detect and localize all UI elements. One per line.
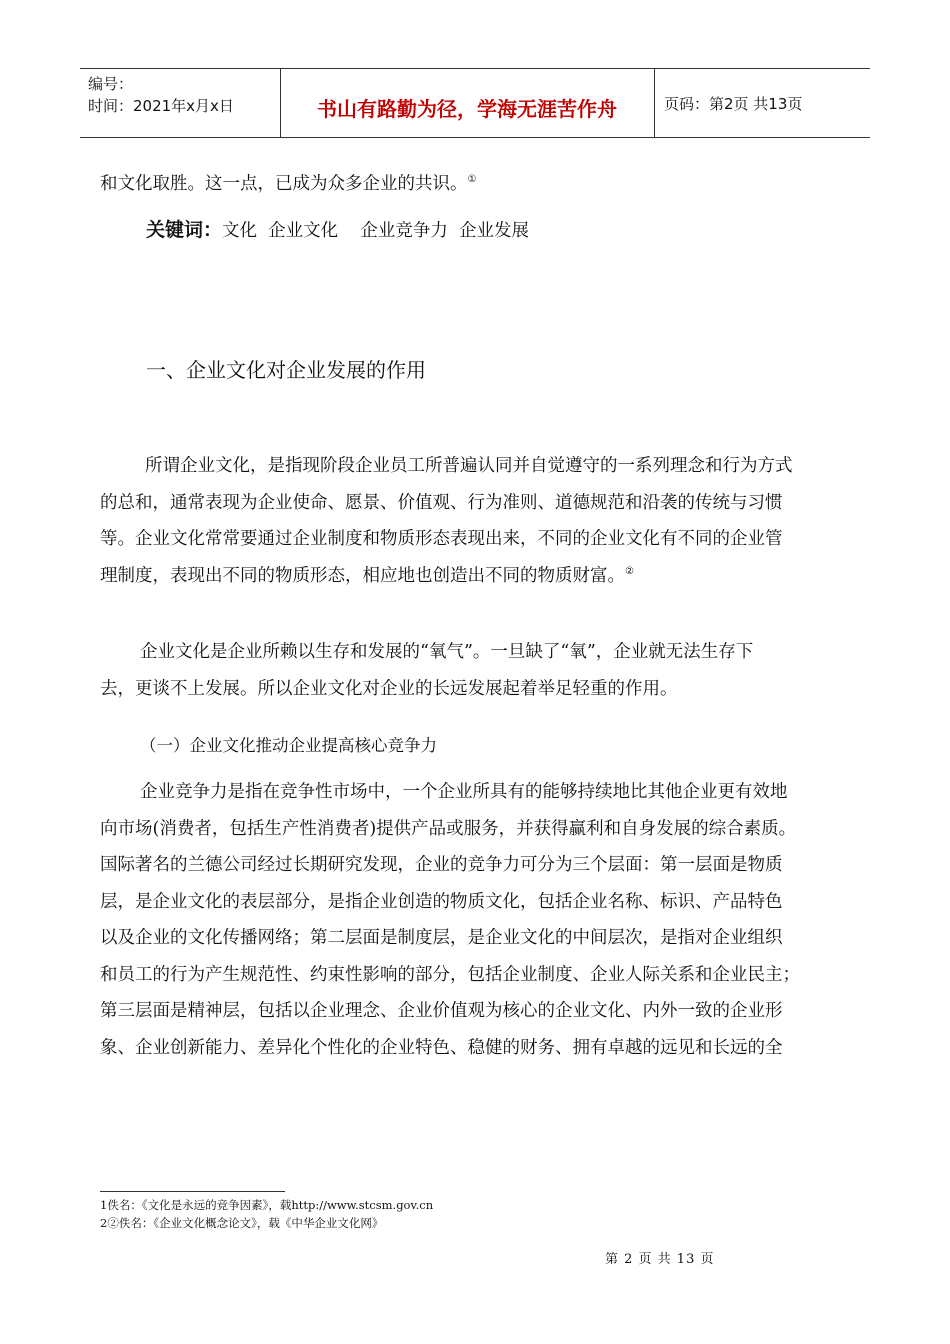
p1-line-text: 理制度，表现出不同的物质形态，相应地也创造出不同的物质财富。: [100, 565, 625, 586]
p1-line: 所谓企业文化，是指现阶段企业员工所普遍认同并自觉遵守的一系列理念和行为方式: [145, 456, 793, 476]
keywords-line: [146, 212, 529, 249]
paragraph-1: [100, 448, 860, 594]
footnote-ref-2[interactable]: ②: [625, 565, 634, 577]
footnote-2: 2②佚名：《企业文化概念论文》，载《中华企业文化网》: [100, 1216, 384, 1230]
p1-line: 的总和，通常表现为企业使命、愿景、价值观、行为准则、道德规范和沿袭的传统与习惯: [100, 492, 783, 513]
p1-line: 等。企业文化常常要通过企业制度和物质形态表现出来，不同的企业文化有不同的企业管: [100, 529, 783, 549]
p3-line: 国际著名的兰德公司经过长期研究发现，企业的竞争力可分为三个层面：第一层面是物质: [100, 855, 783, 875]
p3-line: 以及企业的文化传播网络；第二层面是制度层，是企业文化的中间层次，是指对企业组织: [100, 928, 783, 948]
header-meta-cell: [80, 69, 281, 137]
page-footer: 第 2 页 共 13 页: [605, 1252, 715, 1267]
p3-line: 第三层面是精神层，包括以企业理念、企业价值观为核心的企业文化、内外一致的企业形: [100, 1001, 783, 1021]
footnote-1: 1佚名：《文化是永远的竞争因素》，载http://www.stcsm.gov.cn: [100, 1198, 434, 1212]
paragraph-3: [100, 774, 860, 1066]
p3-line: 层，是企业文化的表层部分，是指企业创造的物质文化，包括企业名称、标识、产品特色: [100, 891, 783, 912]
header-motto-cell: [280, 69, 655, 137]
p2-line: 去，更谈不上发展。所以企业文化对企业的长远发展起着举足轻重的作用。: [100, 678, 678, 699]
footnote-divider: [100, 1191, 285, 1192]
p3-line: 向市场(消费者，包括生产性消费者)提供产品或服务，并获得赢利和自身发展的综合素质。: [100, 818, 797, 839]
continuation-line: [100, 166, 860, 203]
p1-line-last: [100, 558, 860, 595]
p3-line: 企业竞争力是指在竞争性市场中，一个企业所具有的能够持续地比其他企业更有效地: [140, 782, 788, 802]
header-page-label: 页码：第2页 共13页: [664, 95, 803, 113]
keywords-text: 文化 企业文化 企业竞争力 企业发展: [222, 221, 530, 241]
paragraph-2: [100, 634, 860, 707]
footnote-ref-1[interactable]: ①: [467, 174, 477, 186]
motto-text: 书山有路勤为径，学海无涯苦作舟: [317, 97, 617, 121]
number-label: 编号：: [88, 75, 134, 93]
keywords-label: 关键词：: [146, 219, 223, 241]
p3-line: 象、企业创新能力、差异化个性化的企业特色、稳健的财务、拥有卓越的远见和长远的全: [100, 1037, 783, 1058]
time-label: 时间：2021年x月x日: [88, 97, 234, 115]
section-title: 一、企业文化对企业发展的作用: [146, 358, 426, 382]
page-header: [80, 68, 870, 138]
continuation-text: 和文化取胜。这一点，已成为众多企业的共识。: [100, 174, 468, 194]
p3-line: 和员工的行为产生规范性、约束性影响的部分，包括企业制度、企业人际关系和企业民主；: [100, 964, 800, 985]
p2-line: 企业文化是企业所赖以生存和发展的“氧气”。一旦缺了“氧”，企业就无法生存下: [140, 642, 754, 662]
subsection-title: （一）企业文化推动企业提高核心竞争力: [140, 736, 437, 755]
